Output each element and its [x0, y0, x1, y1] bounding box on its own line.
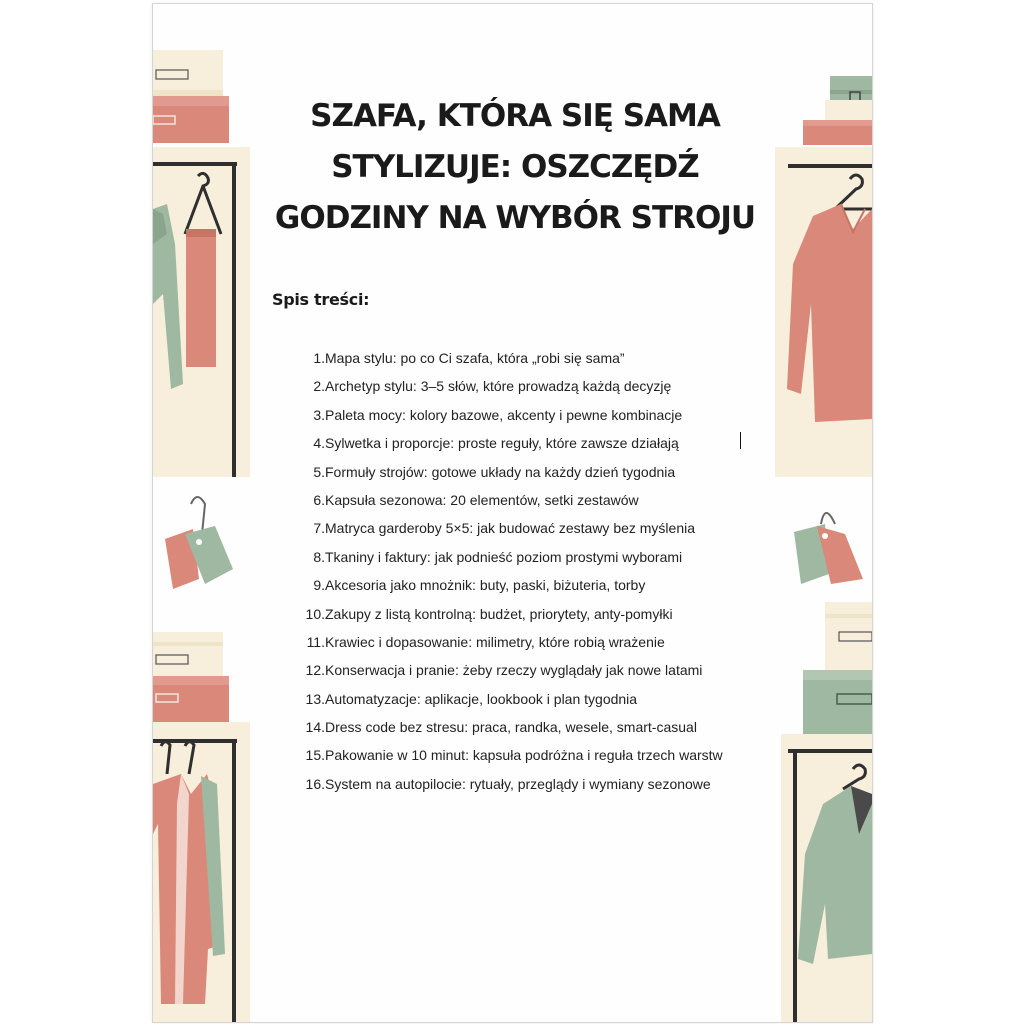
toc-item[interactable]	[285, 372, 672, 400]
toc-item[interactable]	[285, 685, 638, 713]
toc-item-text: Zakupy z listą kontrolną: budżet, priorytety, anty-pomyłki	[325, 605, 673, 622]
toc-item[interactable]	[285, 344, 625, 372]
storage-boxes-icon	[803, 602, 872, 734]
toc-item-text: System na autopilocie: rytuały, przeglądy i wymiany sezonowe	[325, 775, 711, 792]
toc-item-number: 8.	[313, 548, 325, 565]
toc-item-number: 5.	[313, 463, 325, 480]
toc-item-number: 1.	[313, 350, 325, 366]
toc-item-number: 15.	[305, 747, 325, 764]
title-line: STYLIZUJE: OSZCZĘDŹ	[331, 149, 699, 185]
toc-item-text: Sylwetka i proporcje: proste reguły, które zawsze działają	[325, 435, 679, 452]
toc-item-number: 11.	[306, 633, 325, 650]
toc-item[interactable]	[285, 514, 696, 542]
title-line: SZAFA, KTÓRA SIĘ SAMA	[310, 98, 720, 134]
toc-item-text: Akcesoria jako mnożnik: buty, paski, biżuteria, torby	[325, 577, 646, 594]
toc-item[interactable]	[285, 486, 639, 514]
toc-heading: Spis treści:	[272, 290, 370, 309]
toc-item-text: Paleta mocy: kolory bazowe, akcenty i pewne kombinacje	[325, 406, 683, 423]
toc-item-number: 14.	[305, 719, 325, 736]
toc-item-text: Konserwacja i pranie: żeby rzeczy wyglądały jak nowe latami	[325, 662, 703, 679]
table-of-contents	[285, 344, 723, 798]
toc-item-number: 4.	[313, 435, 325, 452]
toc-item-text: Krawiec i dopasowanie: milimetry, które robią wrażenie	[325, 633, 665, 650]
toc-item[interactable]	[285, 741, 723, 769]
toc-item[interactable]	[285, 628, 665, 656]
toc-item[interactable]	[285, 429, 679, 457]
toc-item[interactable]	[285, 571, 646, 599]
toc-item[interactable]	[285, 401, 683, 429]
toc-item-number: 16.	[305, 775, 325, 792]
toc-item-text: Formuły strojów: gotowe układy na każdy dzień tygodnia	[325, 463, 676, 480]
storage-boxes-icon	[803, 76, 872, 145]
toc-item[interactable]	[285, 600, 673, 628]
toc-item-number: 2.	[313, 378, 325, 395]
storage-boxes-icon	[153, 50, 229, 143]
toc-item-text: Kapsuła sezonowa: 20 elementów, setki zestawów	[325, 491, 639, 508]
toc-item-number: 12.	[305, 662, 325, 679]
toc-item-text: Dress code bez stresu: praca, randka, wesele, smart-casual	[325, 719, 697, 736]
toc-item-text: Automatyzacje: aplikacje, lookbook i plan tygodnia	[325, 690, 638, 707]
title-line: GODZINY NA WYBÓR STROJU	[274, 200, 756, 236]
toc-item-number: 6.	[313, 491, 325, 508]
toc-item-text: Mapa stylu: po co Ci szafa, która „robi się sama”	[325, 350, 625, 366]
toc-item-number: 7.	[313, 520, 325, 537]
toc-item[interactable]	[285, 713, 697, 741]
toc-item[interactable]	[285, 770, 711, 798]
toc-item-number: 9.	[313, 577, 325, 594]
storage-boxes-icon	[153, 632, 229, 722]
price-tag-icon	[165, 497, 233, 589]
coat-icon	[781, 734, 872, 1022]
toc-item[interactable]	[285, 656, 703, 684]
toc-item-number: 13.	[305, 690, 325, 707]
toc-item[interactable]	[285, 458, 676, 486]
clothes-rack-icon	[153, 722, 250, 1022]
toc-item-number: 10.	[305, 605, 325, 622]
toc-item-text: Pakowanie w 10 minut: kapsuła podróżna i reguła trzech warstw	[325, 747, 723, 764]
toc-item-text: Matryca garderoby 5×5: jak budować zestawy bez myślenia	[325, 520, 696, 537]
document-title	[235, 91, 795, 244]
toc-item-number: 3.	[313, 406, 325, 423]
toc-item-text: Archetyp stylu: 3–5 słów, które prowadzą każdą decyzję	[325, 378, 672, 395]
price-tag-icon	[794, 513, 863, 584]
toc-item-text: Tkaniny i faktury: jak podnieść poziom prostymi wyborami	[325, 548, 683, 565]
document-page	[152, 3, 873, 1023]
text-cursor	[740, 432, 741, 449]
toc-item[interactable]	[285, 543, 683, 571]
